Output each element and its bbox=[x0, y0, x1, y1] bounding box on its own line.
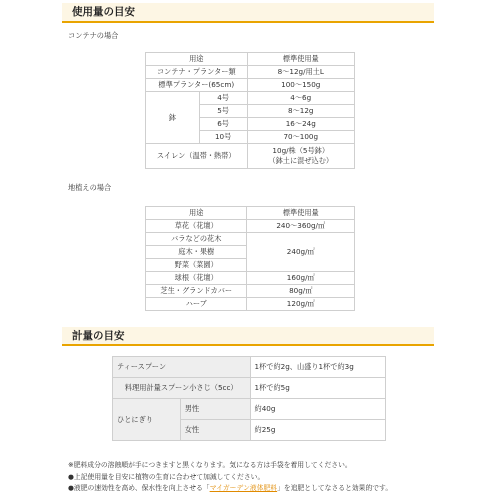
usage-section-title: 使用量の目安 bbox=[72, 6, 135, 18]
container-table bbox=[145, 52, 355, 169]
table-row bbox=[146, 233, 355, 246]
table-header-amount: 標準使用量 bbox=[247, 207, 355, 220]
table-cell: 1杯で約2g、山盛り1杯で約3g bbox=[250, 357, 386, 378]
table-cell: 4号 bbox=[199, 92, 247, 105]
table-row bbox=[146, 79, 355, 92]
note-line: ※肥料成分の溶蝕順が手につきますと黒くなります。気になる方は手袋を着用してください。 bbox=[68, 461, 352, 469]
table-cell: バラなどの花木 bbox=[146, 233, 247, 246]
table-cell-merged: 240g/㎡ bbox=[247, 233, 355, 272]
table-cell: 160g/㎡ bbox=[247, 272, 355, 285]
note-line: ●上記使用量を目安に植物の生育に合わせて加減してください。 bbox=[68, 472, 265, 481]
table-row bbox=[146, 207, 355, 220]
note-text: 」を追肥としてなさると効果的です。 bbox=[277, 484, 393, 492]
table-cell: 女性 bbox=[180, 420, 250, 441]
table-cell: コンテナ・プランター類 bbox=[146, 66, 248, 79]
table-cell: 料理用計量スプーン小さじ（5cc） bbox=[113, 378, 251, 399]
table-cell: 男性 bbox=[180, 399, 250, 420]
container-subtitle: コンテナの場合 bbox=[68, 31, 119, 40]
table-row bbox=[146, 92, 355, 105]
table-cell: 10号 bbox=[199, 131, 247, 144]
note-line bbox=[68, 483, 392, 495]
table-cell: 草花（花壇） bbox=[146, 220, 247, 233]
table-row bbox=[146, 220, 355, 233]
notes bbox=[68, 460, 392, 495]
table-cell: 球根（花壇） bbox=[146, 272, 247, 285]
table-cell: 1杯で約5g bbox=[250, 378, 386, 399]
table-row bbox=[146, 272, 355, 285]
table-cell-multiline bbox=[247, 144, 354, 169]
table-row bbox=[146, 144, 355, 169]
table-cell: 70～100g bbox=[247, 131, 354, 144]
table-cell-line: 10g/株（5号鉢） bbox=[272, 146, 330, 155]
garden-subtitle: 地植えの場合 bbox=[68, 183, 112, 192]
note-text: ●液肥の速効性を高め、保水性を向上させる「 bbox=[68, 484, 210, 492]
measure-section-title: 計量の目安 bbox=[72, 330, 125, 342]
garden-table bbox=[145, 206, 355, 311]
table-cell: 16～24g bbox=[247, 118, 354, 131]
table-cell: 120g/㎡ bbox=[247, 298, 355, 311]
usage-section-header bbox=[62, 3, 434, 23]
table-cell: スイレン（温帯・熱帯） bbox=[146, 144, 248, 169]
table-row bbox=[146, 66, 355, 79]
table-cell: 約40g bbox=[250, 399, 386, 420]
table-cell: ハーブ bbox=[146, 298, 247, 311]
table-cell: ティースプーン bbox=[113, 357, 251, 378]
table-cell: 80g/㎡ bbox=[247, 285, 355, 298]
table-row bbox=[146, 53, 355, 66]
table-cell: 庭木・果樹 bbox=[146, 246, 247, 259]
table-row bbox=[113, 357, 386, 378]
table-row bbox=[146, 285, 355, 298]
table-cell: 標準プランター(65cm) bbox=[146, 79, 248, 92]
table-cell: 8～12g bbox=[247, 105, 354, 118]
table-cell: 6号 bbox=[199, 118, 247, 131]
measure-section-header bbox=[62, 327, 434, 346]
table-row bbox=[146, 298, 355, 311]
table-cell: 芝生・グランドカバー bbox=[146, 285, 247, 298]
pot-label: 鉢 bbox=[146, 92, 200, 144]
table-row bbox=[113, 378, 386, 399]
table-cell: 5号 bbox=[199, 105, 247, 118]
table-cell: ひとにぎり bbox=[113, 399, 181, 441]
table-header-use: 用途 bbox=[146, 207, 247, 220]
table-cell: 240～360g/㎡ bbox=[247, 220, 355, 233]
table-cell: 4～6g bbox=[247, 92, 354, 105]
table-header-amount: 標準使用量 bbox=[247, 53, 354, 66]
table-header-use: 用途 bbox=[146, 53, 248, 66]
table-row bbox=[113, 399, 386, 420]
table-cell: 野菜（菜園） bbox=[146, 259, 247, 272]
table-cell-line: （鉢土に混ぜ込む） bbox=[268, 156, 334, 165]
table-cell: 8～12g/用土L bbox=[247, 66, 354, 79]
liquid-fertilizer-link[interactable]: マイガーデン液体肥料 bbox=[209, 484, 278, 492]
measure-table bbox=[112, 356, 386, 441]
table-cell: 100～150g bbox=[247, 79, 354, 92]
table-cell: 約25g bbox=[250, 420, 386, 441]
